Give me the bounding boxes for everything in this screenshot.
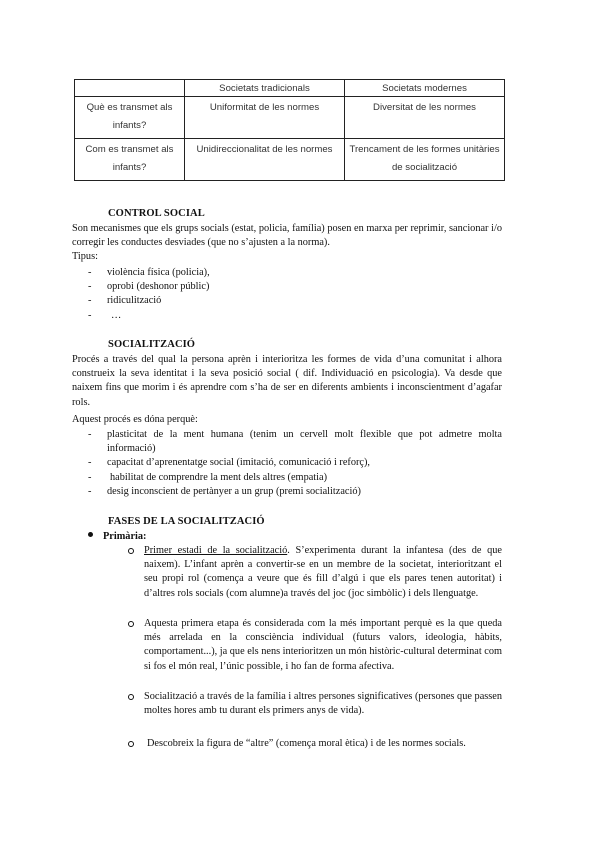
table-cell-question: Què es transmet als infants? (75, 97, 185, 139)
table-cell-modern: Trencament de les formes unitàries de socialització (345, 139, 505, 181)
table-header-row (75, 80, 505, 97)
process-lead: Aquest procés es dóna perquè: (72, 414, 198, 425)
sub-item-4-text: Descobreix la figura de “altre” (comença moral ètica) i de les normes socials. (147, 738, 466, 749)
process-reasons-list (88, 428, 502, 499)
circle-bullet-icon (128, 741, 134, 747)
control-social-heading: CONTROL SOCIAL (108, 208, 205, 219)
circle-bullet-icon (128, 621, 134, 627)
sub-item-3-text: Socialització a través de la família i altres persones significatives (persones que passen moltes hores amb tu durant els primers anys de vida). (144, 691, 502, 717)
tipus-label: Tipus: (72, 251, 98, 262)
sub-item-3 (128, 690, 502, 718)
control-social-intro: Son mecanismes que els grups socials (estat, policia, família) posen en marxa per reprimir, sancionar i/o corregir les conductes desviades (que no s’ajusten a la norma). (72, 223, 502, 249)
sub-item-2-text: Aquesta primera etapa és considerada com la més important perquè es la que queda més arrelada en la consciència individual (futurs valors, ideologia, hàbits, comportament...), ja que els nens interioritzen un món històric-cultural determinat com si fos el món real, l’únic possible, i ho fan de forma afectiva. (144, 618, 502, 672)
list-item: - ridiculització (88, 295, 162, 307)
list-item: - oprobi (deshonor públic) (88, 281, 210, 293)
table-cell-traditional: Uniformitat de les normes (185, 97, 345, 139)
sub-item-1-text: . S’experimenta durant la infantesa (des de que naixem). L’infant aprèn a convertir-se en un membre de la societat, interioritzant el seu propi rol (comença a veure que és fill d’algú i que els pares tenen autoritat) i d’altres rols socials (com alumne)a través del joc (joc simbòlic) i dels llenguatge. (144, 545, 502, 599)
list-item: - capacitat d’aprenentatge social (imitació, comunicació i reforç), (88, 457, 371, 469)
sub-item-2 (128, 617, 502, 674)
table-row (75, 97, 505, 139)
table-header-traditional: Societats tradicionals (185, 80, 345, 97)
sub-item-4 (128, 737, 502, 751)
primaria-bullet (88, 530, 146, 544)
list-item: - violència física (policia), (88, 267, 210, 278)
circle-bullet-icon (128, 548, 134, 554)
table-header-empty (75, 80, 185, 97)
fases-heading: FASES DE LA SOCIALITZACIÓ (108, 516, 265, 527)
primaria-label: Primària: (103, 531, 147, 542)
control-types-list (88, 266, 502, 323)
table-header-modern: Societats modernes (345, 80, 505, 97)
sub-item-1 (128, 544, 502, 601)
table-cell-traditional: Unidireccionalitat de les normes (185, 139, 345, 181)
list-item: - desig inconscient de pertànyer a un grup (premi socialització) (88, 485, 361, 497)
list-item: - … (88, 309, 122, 321)
socialitzacio-intro: Procés a través del qual la persona aprèn i interioritza les formes de vida d’una comunitat i alhora construeix la seva identitat i la seva posició social ( dif. Individuació en psicologia). Va desde que naixem fins que morim i és aprendre com s’ha de ser en diferents ambients i inconscientment d’agafar rols. (72, 354, 502, 408)
comparison-table (74, 79, 505, 181)
first-stage-link-text: Primer estadi de la socialització (144, 545, 288, 556)
bullet-icon (88, 532, 93, 537)
list-item: - habilitat de comprendre la ment dels altres (empatia) (88, 471, 328, 483)
circle-bullet-icon (128, 694, 134, 700)
table-cell-question: Com es transmet als infants? (75, 139, 185, 181)
socialitzacio-heading: SOCIALITZACIÓ (108, 339, 196, 350)
table-row (75, 139, 505, 181)
table-cell-modern: Diversitat de les normes (345, 97, 505, 139)
list-item: - plasticitat de la ment humana (tenim un cervell molt flexible que pot admetre molta informació) (88, 429, 502, 455)
